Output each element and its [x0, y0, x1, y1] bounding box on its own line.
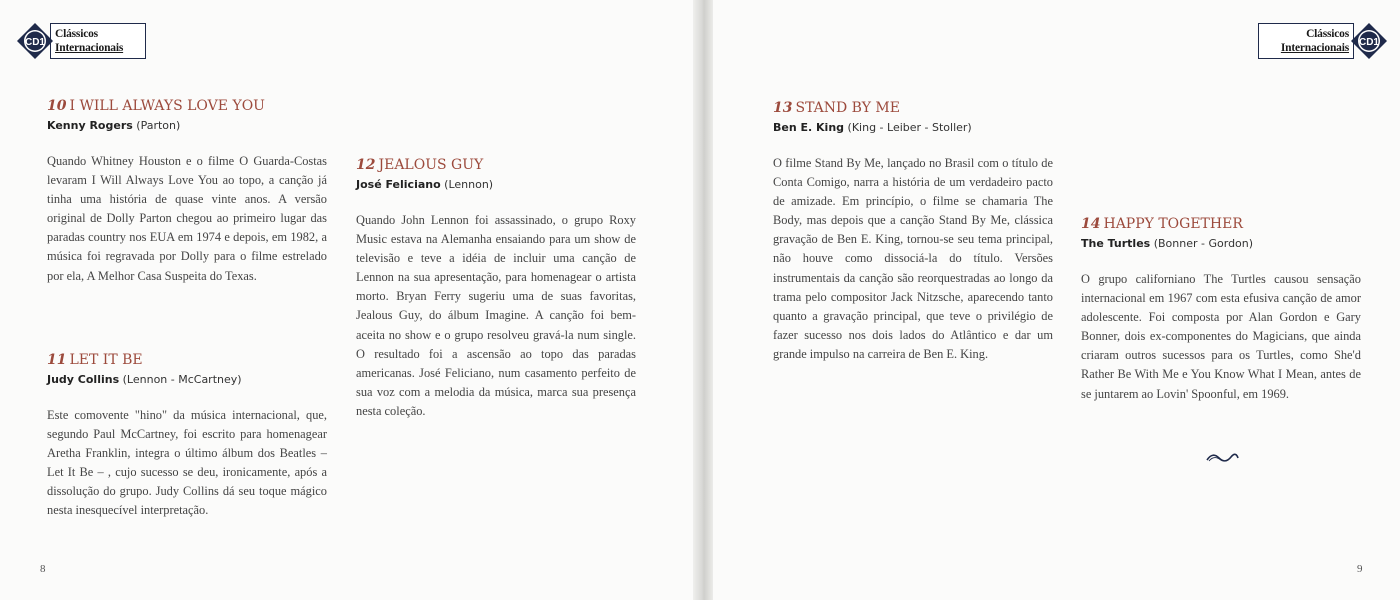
- track-artist-line: [1081, 236, 1361, 252]
- track-entry-13: [773, 99, 1053, 364]
- track-artist-line: [773, 120, 1053, 136]
- logo-text-box: [1258, 23, 1354, 59]
- track-name: HAPPY TOGETHER: [1103, 216, 1243, 232]
- logo-line-1: Clássicos: [1306, 28, 1349, 40]
- track-entry-10: [47, 97, 327, 286]
- cd-disc-icon: [1350, 22, 1388, 60]
- disc-label: CD1: [24, 37, 46, 48]
- track-description: O filme Stand By Me, lançado no Brasil com o título de Conta Comigo, narra a história de um verdadeiro pacto de amizade. Em princípio, o filme se chamaria The Body, mas depois que a canção Stand By Me, clássica gravação de Ben E. King, tornou-se seu tema principal, não houve como dissociá-la do título. Versões instrumentais da canção são reorquestradas ao longo da trama pelo compositor Jack Nitzsche, aparecendo tanto quanto a gravação principal, que teve o privilégio de fazer sucesso nos dois lados do Atlântico e dar um grande impulso na carreira de Ben E. King.: [773, 156, 1053, 361]
- track-artist-line: [47, 372, 327, 388]
- page-number-left: 8: [40, 563, 46, 575]
- track-number: 12: [356, 157, 376, 173]
- track-credits: (King - Leiber - Stoller): [847, 121, 972, 134]
- track-entry-14: [1081, 215, 1361, 404]
- track-title: [47, 97, 327, 115]
- track-number: 10: [47, 98, 67, 114]
- track-title: [47, 351, 327, 369]
- track-title: [773, 99, 1053, 117]
- track-description: Quando John Lennon foi assassinado, o grupo Roxy Music estava na Alemanha ensaiando para um show de televisão e teve a idéia de incluir uma canção de Lennon na sua apresentação, para homenagear o artista morto. Bryan Ferry sugeriu uma de suas favoritas, Jealous Guy, do álbum Imagine. A canção foi bem-aceita no show e o grupo resolveu gravá-la num single. O resultado foi a ascensão ao topo das paradas americanas. José Feliciano, num casamento perfeito de sua voz com a melodia da música, marca sua presença nesta coleção.: [356, 213, 636, 418]
- track-credits: (Lennon): [444, 178, 494, 191]
- track-credits: (Lennon - McCartney): [122, 373, 242, 386]
- track-name: JEALOUS GUY: [378, 157, 484, 173]
- ornament-divider-icon: [1205, 451, 1239, 465]
- track-number: 11: [47, 352, 67, 368]
- logo-line-1: Clássicos: [55, 28, 98, 40]
- track-number: 13: [773, 100, 793, 116]
- track-name: LET IT BE: [69, 352, 143, 368]
- track-name: STAND BY ME: [795, 100, 900, 116]
- logo-text-box: [50, 23, 146, 59]
- collection-logo-left: [16, 22, 142, 60]
- page-number-right: 9: [1357, 563, 1363, 575]
- track-title: [356, 156, 636, 174]
- collection-logo-right: [1262, 22, 1388, 60]
- track-artist-line: [356, 177, 636, 193]
- track-artist: Judy Collins: [47, 373, 120, 386]
- track-artist: The Turtles: [1081, 237, 1151, 250]
- track-description: O grupo californiano The Turtles causou sensação internacional em 1967 com esta efusiva canção de amor adolescente. Foi composta por Alan Gordon e Gary Bonner, dois ex-componentes do Magicians, que ainda criaram outros sucessos para os Turtles, como She'd Rather Be With Me e You Know What I Mean, antes de se juntarem ao Lovin' Spoonful, em 1969.: [1081, 272, 1361, 401]
- disc-label: CD1: [1358, 37, 1380, 48]
- track-entry-12: [356, 156, 636, 421]
- track-credits: (Parton): [136, 119, 181, 132]
- track-artist: Kenny Rogers: [47, 119, 133, 132]
- cd-disc-icon: [16, 22, 54, 60]
- track-entry-11: [47, 351, 327, 521]
- track-title: [1081, 215, 1361, 233]
- logo-line-2: Internacionais: [55, 42, 124, 54]
- track-artist: Ben E. King: [773, 121, 845, 134]
- track-artist: José Feliciano: [356, 178, 441, 191]
- track-credits: (Bonner - Gordon): [1153, 237, 1254, 250]
- track-name: I WILL ALWAYS LOVE YOU: [69, 98, 265, 114]
- track-number: 14: [1081, 216, 1101, 232]
- logo-line-2: Internacionais: [1280, 42, 1349, 54]
- track-artist-line: [47, 118, 327, 134]
- book-spine: [693, 0, 713, 600]
- track-description: Este comovente "hino" da música internacional, que, segundo Paul McCartney, foi escrito para homenagear Aretha Franklin, integra o último álbum dos Beatles – Let It Be – , cujo sucesso se deu, ironicamente, após a dissolução do grupo. Judy Collins dá seu toque mágico nesta inesquecível interpretação.: [47, 408, 327, 518]
- track-description: Quando Whitney Houston e o filme O Guarda-Costas levaram I Will Always Love You ao topo, a canção já tinha uma história de quase vinte anos. A versão original de Dolly Parton chegou ao primeiro lugar das paradas country nos EUA em 1974 e depois, em 1982, a música foi regravada por Dolly para o filme estrelado por ela, A Melhor Casa Suspeita do Texas.: [47, 154, 327, 283]
